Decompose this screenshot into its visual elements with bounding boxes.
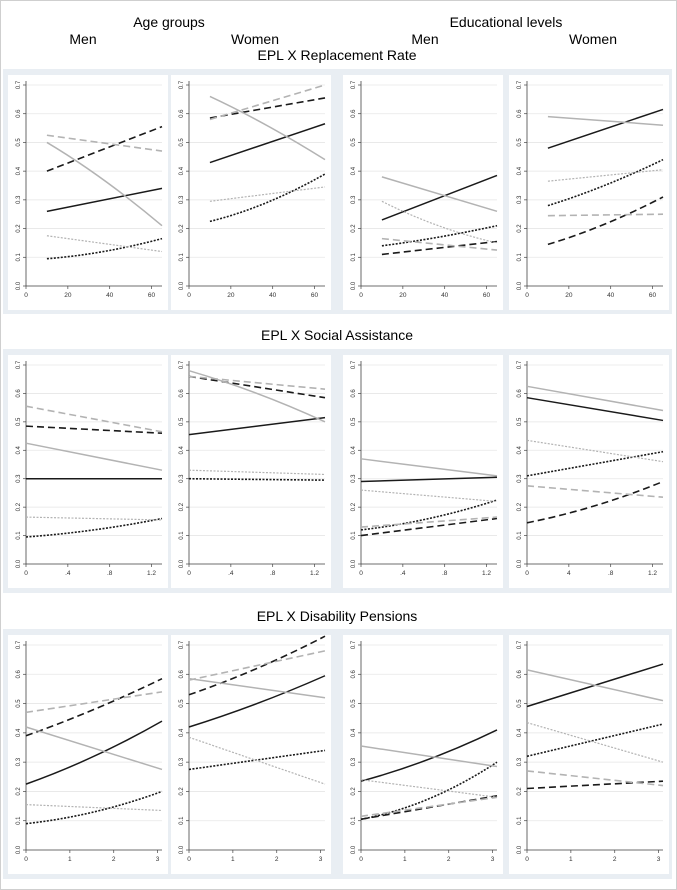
series-line: [47, 142, 162, 225]
series-line: [527, 398, 663, 421]
y-tick-label: 0.4: [517, 446, 523, 455]
chart-svg: [8, 635, 168, 874]
y-tick-label: 0.3: [517, 474, 523, 483]
series-line: [189, 679, 325, 698]
y-tick-label: 0.3: [179, 757, 185, 767]
x-tick-label: 0: [525, 292, 529, 299]
x-tick-label: 2: [446, 856, 451, 863]
y-tick-label: 0.4: [351, 446, 357, 455]
series-line: [26, 679, 162, 736]
y-tick-label: 0.5: [351, 699, 357, 708]
y-tick-label: 0.1: [16, 253, 22, 262]
y-tick-label: 0.7: [179, 360, 185, 370]
series-line: [26, 727, 162, 769]
y-tick-label: 0.1: [517, 816, 523, 825]
y-tick-label: 0.0: [179, 845, 185, 855]
chart-panel: [8, 635, 168, 874]
chart-panel: [343, 635, 503, 874]
x-tick-label: 2: [612, 856, 617, 863]
chart-panel: [8, 75, 168, 310]
x-tick-label: 20: [565, 292, 573, 299]
series-line: [361, 746, 497, 767]
x-tick-label: .4: [65, 570, 71, 577]
series-line: [361, 490, 497, 501]
x-tick-label: .8: [269, 570, 276, 577]
x-tick-label: 1.2: [482, 570, 492, 577]
series-line: [527, 723, 663, 763]
y-tick-label: 0.7: [16, 80, 22, 90]
series-line: [361, 797, 497, 816]
series-line: [361, 780, 497, 798]
row-title-social-assistance: EPL X Social Assistance: [260, 327, 414, 343]
y-tick-label: 0.5: [179, 417, 185, 427]
chart-panel: [171, 355, 331, 588]
x-tick-label: 4: [567, 570, 571, 577]
y-tick-label: 0.0: [179, 281, 185, 291]
series-line: [548, 214, 663, 215]
y-tick-label: 0.2: [351, 224, 357, 233]
y-tick-label: 0.6: [517, 670, 523, 679]
y-tick-label: 0.1: [351, 253, 357, 262]
series-line: [210, 174, 325, 221]
y-tick-label: 0.7: [351, 640, 357, 650]
chart-panel: [343, 355, 503, 588]
x-tick-label: 60: [147, 292, 156, 299]
series-line: [189, 676, 325, 727]
y-tick-label: 0.1: [351, 531, 357, 540]
y-tick-label: 0.6: [16, 389, 22, 398]
x-tick-label: .8: [441, 570, 448, 577]
series-line: [189, 470, 325, 474]
y-tick-label: 0.6: [517, 389, 523, 398]
col-header-men-edu: Men: [411, 31, 439, 47]
y-tick-label: 0.6: [16, 109, 22, 118]
x-tick-label: 1.2: [310, 570, 320, 577]
x-tick-label: 0: [24, 292, 28, 299]
y-tick-label: 0.5: [179, 138, 185, 147]
age-groups-header: Age groups: [133, 14, 205, 30]
y-tick-label: 0.3: [16, 195, 22, 205]
series-line: [361, 519, 497, 536]
series-line: [26, 426, 162, 433]
y-tick-label: 0.5: [179, 699, 185, 708]
series-line: [361, 477, 497, 481]
y-tick-label: 0.3: [517, 195, 523, 205]
y-tick-label: 0.1: [517, 253, 523, 262]
chart-panel: [509, 75, 669, 310]
x-tick-label: 20: [64, 292, 72, 299]
y-tick-label: 0.4: [16, 166, 22, 176]
series-line: [548, 160, 663, 206]
x-tick-label: 2: [274, 856, 279, 863]
y-tick-label: 0.4: [351, 166, 357, 176]
x-tick-label: 2: [111, 856, 116, 863]
y-tick-label: 0.0: [517, 559, 523, 569]
x-tick-label: 1: [569, 856, 573, 863]
y-tick-label: 0.2: [517, 787, 523, 796]
y-tick-label: 0.0: [351, 845, 357, 855]
series-line: [210, 96, 325, 159]
chart-svg: [171, 635, 331, 874]
y-tick-label: 0.3: [351, 195, 357, 205]
chart-svg: [8, 75, 168, 310]
y-tick-label: 0.7: [179, 80, 185, 90]
chart-svg: [8, 355, 168, 588]
chart-svg: [171, 75, 331, 310]
y-tick-label: 0.5: [351, 138, 357, 147]
series-line: [527, 771, 663, 786]
y-tick-label: 0.6: [351, 670, 357, 679]
educational-levels-header: Educational levels: [449, 14, 563, 30]
y-tick-label: 0.0: [351, 559, 357, 569]
chart-svg: [171, 355, 331, 588]
series-line: [26, 721, 162, 784]
chart-panel: [171, 75, 331, 310]
y-tick-label: 0.2: [517, 502, 523, 512]
series-line: [527, 781, 663, 788]
x-tick-label: 3: [155, 856, 160, 863]
y-tick-label: 0.7: [351, 360, 357, 370]
series-line: [47, 127, 162, 172]
chart-panel: [509, 355, 669, 588]
y-tick-label: 0.0: [179, 559, 185, 569]
y-tick-label: 0.3: [517, 757, 523, 767]
series-line: [527, 440, 663, 461]
x-tick-label: 40: [269, 292, 277, 299]
series-line: [548, 197, 663, 244]
y-tick-label: 0.3: [179, 474, 185, 483]
y-tick-label: 0.2: [351, 787, 357, 796]
row-title-disability-pensions: EPL X Disability Pensions: [256, 608, 418, 624]
y-tick-label: 0.4: [179, 166, 185, 176]
x-tick-label: 40: [106, 292, 114, 299]
y-tick-label: 0.6: [16, 670, 22, 679]
x-tick-label: 0: [525, 856, 529, 863]
chart-svg: [343, 355, 503, 588]
y-tick-label: 0.2: [179, 787, 185, 796]
y-tick-label: 0.7: [16, 640, 22, 650]
series-line: [189, 418, 325, 435]
y-tick-label: 0.4: [16, 446, 22, 455]
series-line: [361, 517, 497, 527]
col-header-men-age: Men: [69, 31, 97, 47]
y-tick-label: 0.3: [351, 757, 357, 767]
y-tick-label: 0.0: [517, 281, 523, 291]
y-tick-label: 0.5: [517, 417, 523, 427]
x-tick-label: 0: [24, 856, 28, 863]
y-tick-label: 0.0: [517, 845, 523, 855]
chart-svg: [343, 75, 503, 310]
chart-svg: [343, 635, 503, 874]
x-tick-label: 1.2: [147, 570, 157, 577]
chart-panel: [509, 635, 669, 874]
x-tick-label: 0: [187, 570, 191, 577]
y-tick-label: 0.5: [16, 699, 22, 708]
x-tick-label: 0: [359, 856, 363, 863]
y-tick-label: 0.6: [179, 670, 185, 679]
chart-panel: [171, 635, 331, 874]
x-tick-label: 40: [607, 292, 615, 299]
series-line: [189, 371, 325, 422]
y-tick-label: 0.1: [179, 816, 185, 825]
y-tick-label: 0.3: [16, 474, 22, 483]
x-tick-label: 1: [68, 856, 72, 863]
x-tick-label: 60: [482, 292, 491, 299]
x-tick-label: .8: [607, 570, 614, 577]
y-tick-label: 0.4: [351, 728, 357, 738]
y-tick-label: 0.4: [517, 728, 523, 738]
y-tick-label: 0.4: [16, 728, 22, 738]
series-line: [361, 500, 497, 530]
y-tick-label: 0.0: [16, 281, 22, 291]
y-tick-label: 0.1: [16, 531, 22, 540]
chart-svg: [509, 355, 669, 588]
y-tick-label: 0.6: [179, 109, 185, 118]
x-tick-label: 0: [359, 292, 363, 299]
series-line: [26, 406, 162, 432]
y-tick-label: 0.5: [351, 417, 357, 427]
x-tick-label: .4: [228, 570, 234, 577]
y-tick-label: 0.6: [351, 109, 357, 118]
chart-panel: [343, 75, 503, 310]
y-tick-label: 0.2: [16, 787, 22, 796]
y-tick-label: 0.2: [179, 224, 185, 233]
x-tick-label: 0: [24, 570, 28, 577]
series-line: [26, 443, 162, 470]
series-line: [26, 519, 162, 537]
series-line: [189, 651, 325, 680]
series-line: [527, 486, 663, 497]
series-line: [527, 386, 663, 410]
row-title-replacement-rate: EPL X Replacement Rate: [257, 47, 417, 63]
y-tick-label: 0.7: [517, 360, 523, 370]
y-tick-label: 0.0: [351, 281, 357, 291]
y-tick-label: 0.7: [351, 80, 357, 90]
series-line: [361, 459, 497, 476]
series-line: [527, 482, 663, 523]
y-tick-label: 0.7: [517, 640, 523, 650]
x-tick-label: 3: [318, 856, 323, 863]
y-tick-label: 0.1: [351, 816, 357, 825]
y-tick-label: 0.1: [179, 253, 185, 262]
x-tick-label: 20: [399, 292, 407, 299]
x-tick-label: 60: [648, 292, 657, 299]
series-line: [382, 201, 497, 243]
x-tick-label: .4: [400, 570, 406, 577]
y-tick-label: 0.6: [351, 389, 357, 398]
x-tick-label: 3: [656, 856, 661, 863]
y-tick-label: 0.6: [517, 109, 523, 118]
chart-svg: [509, 635, 669, 874]
y-tick-label: 0.2: [16, 502, 22, 512]
y-tick-label: 0.2: [351, 502, 357, 512]
col-header-women-edu: Women: [569, 31, 617, 47]
x-tick-label: 1.2: [648, 570, 658, 577]
series-line: [527, 452, 663, 476]
y-tick-label: 0.2: [16, 224, 22, 233]
series-line: [548, 117, 663, 126]
x-tick-label: 40: [441, 292, 449, 299]
series-line: [210, 187, 325, 201]
y-tick-label: 0.3: [179, 195, 185, 205]
y-tick-label: 0.4: [179, 446, 185, 455]
x-tick-label: 0: [187, 856, 191, 863]
col-header-women-age: Women: [231, 31, 279, 47]
x-tick-label: 1: [403, 856, 407, 863]
series-line: [189, 737, 325, 784]
y-tick-label: 0.1: [179, 531, 185, 540]
chart-panel: [8, 355, 168, 588]
chart-svg: [509, 75, 669, 310]
series-line: [361, 762, 497, 819]
x-tick-label: 0: [187, 292, 191, 299]
x-tick-label: 60: [310, 292, 319, 299]
y-tick-label: 0.7: [517, 80, 523, 90]
x-tick-label: 1: [231, 856, 235, 863]
y-tick-label: 0.1: [16, 816, 22, 825]
y-tick-label: 0.2: [179, 502, 185, 512]
x-tick-label: 3: [490, 856, 495, 863]
y-tick-label: 0.7: [179, 640, 185, 650]
y-tick-label: 0.3: [351, 474, 357, 483]
series-line: [26, 517, 162, 520]
y-tick-label: 0.6: [179, 389, 185, 398]
y-tick-label: 0.5: [517, 699, 523, 708]
y-tick-label: 0.4: [517, 166, 523, 176]
y-tick-label: 0.3: [16, 757, 22, 767]
y-tick-label: 0.0: [16, 559, 22, 569]
y-tick-label: 0.7: [16, 360, 22, 370]
y-tick-label: 0.5: [16, 138, 22, 147]
y-tick-label: 0.4: [179, 728, 185, 738]
y-tick-label: 0.2: [517, 224, 523, 233]
x-tick-label: 0: [359, 570, 363, 577]
y-tick-label: 0.5: [517, 138, 523, 147]
x-tick-label: .8: [106, 570, 113, 577]
series-line: [26, 805, 162, 811]
y-tick-label: 0.0: [16, 845, 22, 855]
series-line: [210, 124, 325, 163]
y-tick-label: 0.5: [16, 417, 22, 427]
x-tick-label: 20: [227, 292, 235, 299]
x-tick-label: 0: [525, 570, 529, 577]
series-line: [189, 750, 325, 769]
y-tick-label: 0.1: [517, 531, 523, 540]
